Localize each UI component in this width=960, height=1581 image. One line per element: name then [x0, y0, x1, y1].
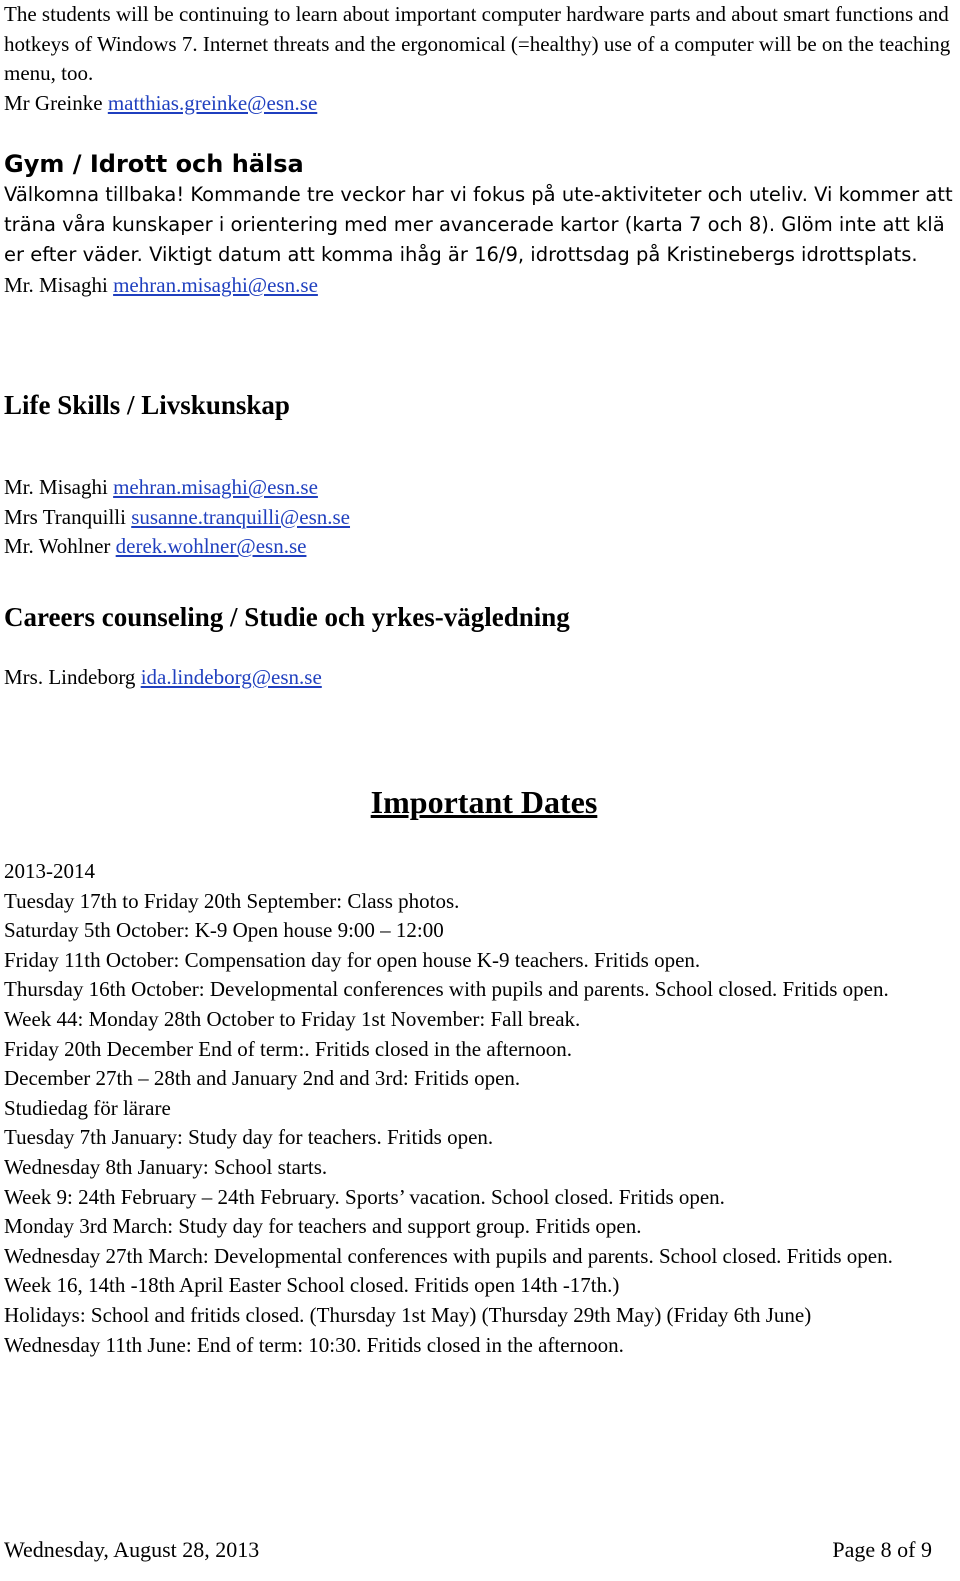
computing-section: [4, 0, 954, 118]
important-dates-section: [4, 784, 954, 1360]
date-line: Wednesday 27th March: Developmental conferences with pupils and parents. School closed. Fritids open.: [4, 1243, 893, 1268]
date-line: Holidays: School and fritids closed. (Thursday 1st May) (Thursday 29th May) (Friday 6th June): [4, 1302, 812, 1327]
date-line: Thursday 16th October: Developmental conferences with pupils and parents. School closed. Fritids open.: [4, 977, 889, 1002]
date-line: Studiedag för lärare: [4, 1095, 171, 1120]
email-link[interactable]: ida.lindeborg@esn.se: [140, 665, 322, 689]
date-line: December 27th – 28th and January 2nd and 3rd: Fritids open.: [4, 1066, 521, 1091]
gym-section: [4, 150, 954, 300]
date-line: Week 9: 24th February – 24th February. Sports’ vacation. School closed. Fritids open.: [4, 1184, 725, 1209]
lifeskills-section: [4, 390, 954, 562]
computing-text: The students will be continuing to learn about important computer hardware parts and about smart functions and hotkeys of Windows 7. Internet threats and the ergonomical (=healthy) use of a computer will be on the teaching menu, too.: [4, 2, 951, 85]
computing-contact: [4, 89, 954, 119]
email-link[interactable]: derek.wohlner@esn.se: [115, 534, 307, 558]
page-number: Page 8 of 9: [832, 1537, 932, 1562]
gym-contact: [4, 270, 954, 300]
email-link[interactable]: mehran.misaghi@esn.se: [113, 273, 318, 297]
email-link[interactable]: susanne.tranquilli@esn.se: [131, 504, 351, 529]
contact-row: [4, 532, 954, 562]
date-line: Wednesday 11th June: End of term: 10:30. Fritids closed in the afternoon.: [4, 1332, 624, 1357]
page-footer: [4, 1535, 932, 1565]
careers-section: [4, 602, 954, 693]
teacher-name: Mr Greinke: [4, 90, 103, 115]
dates-list: [4, 857, 954, 1360]
teacher-name: Mr. Misaghi: [4, 475, 108, 499]
email-link[interactable]: matthias.greinke@esn.se: [107, 90, 318, 115]
dates-title: Important Dates: [370, 784, 598, 820]
date-line: 2013-2014: [4, 859, 95, 883]
date-line: Tuesday 17th to Friday 20th September: Class photos.: [4, 888, 460, 913]
date-line: Friday 20th December End of term:. Fritids closed in the afternoon.: [4, 1036, 573, 1061]
teacher-name: Mr. Misaghi: [4, 273, 108, 297]
teacher-name: Mrs. Lindeborg: [4, 665, 136, 689]
date-line: Week 16, 14th -18th April Easter School closed. Fritids open 14th -17th.): [4, 1273, 620, 1298]
footer-date: Wednesday, August 28, 2013: [4, 1537, 260, 1562]
teacher-name: Mr. Wohlner: [4, 534, 111, 558]
section-heading: Life Skills / Livskunskap: [4, 390, 290, 420]
section-heading: Gym / Idrott och hälsa: [4, 150, 304, 178]
contact-row: [4, 503, 954, 533]
date-line: Monday 3rd March: Study day for teachers and support group. Fritids open.: [4, 1214, 642, 1239]
teacher-name: Mrs Tranquilli: [4, 504, 126, 529]
section-heading: Careers counseling / Studie och yrkes-vägledning: [4, 602, 570, 632]
email-link[interactable]: mehran.misaghi@esn.se: [113, 475, 318, 499]
date-line: Tuesday 7th January: Study day for teachers. Fritids open.: [4, 1125, 494, 1150]
date-line: Wednesday 8th January: School starts.: [4, 1154, 328, 1179]
date-line: Friday 11th October: Compensation day for open house K-9 teachers. Fritids open.: [4, 947, 701, 972]
gym-text: Välkomna tillbaka! Kommande tre veckor har vi fokus på ute-aktiviteter och uteliv. Vi kommer att träna våra kunskaper i orientering med mer avancerade kartor (karta 7 och 8). Glöm inte att klä er efter väder. Viktigt datum att komma ihåg är 16/9, idrottsdag på Kristinebergs idrottsplats.: [4, 183, 953, 266]
date-line: Week 44: Monday 28th October to Friday 1st November: Fall break.: [4, 1006, 581, 1031]
contact-row: [4, 473, 954, 503]
contact-row: [4, 663, 954, 693]
date-line: Saturday 5th October: K-9 Open house 9:00 – 12:00: [4, 918, 444, 943]
